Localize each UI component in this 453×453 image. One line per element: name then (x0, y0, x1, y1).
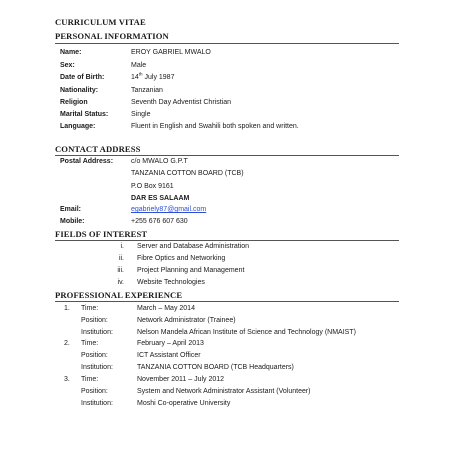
nationality-value: Tanzanian (131, 87, 163, 94)
interest-number: iv. (117, 279, 124, 286)
document-title: CURRICULUM VITAE (55, 17, 146, 27)
contact-address-heading: CONTACT ADDRESS (55, 144, 141, 154)
experience-number: 1. (64, 305, 70, 312)
religion-value: Seventh Day Adventist Christian (131, 99, 231, 106)
experience-number: 3. (64, 376, 70, 383)
postal-line: P.O Box 9161 (131, 183, 174, 190)
postal-line: c/o MWALO G.P.T (131, 158, 188, 165)
mobile-label: Mobile: (60, 218, 85, 225)
position-label: Position: (81, 317, 108, 324)
email-link[interactable]: egabriely87@gmail.com (131, 206, 207, 213)
institution-label: Institution: (81, 400, 113, 407)
experience-number: 2. (64, 340, 70, 347)
position-value: ICT Assistant Officer (137, 352, 201, 359)
institution-value: Nelson Mandela African Institute of Science and Technology (NMAIST) (137, 329, 356, 336)
institution-value: Moshi Co-operative University (137, 400, 231, 407)
postal-line: TANZANIA COTTON BOARD (TCB) (131, 170, 244, 177)
marital-status-value: Single (131, 111, 151, 118)
time-value: March – May 2014 (137, 305, 195, 312)
professional-experience-heading: PROFESSIONAL EXPERIENCE (55, 290, 183, 300)
name-value: EROY GABRIEL MWALO (131, 49, 211, 56)
postal-line: DAR ES SALAAM (131, 195, 190, 202)
dob-rest: July 1987 (142, 74, 175, 81)
language-label: Language: (60, 123, 96, 130)
interest-item: Server and Database Administration (137, 243, 250, 250)
position-value: Network Administrator (Trainee) (137, 317, 236, 324)
marital-status-label: Marital Status: (60, 111, 109, 118)
time-label: Time: (81, 376, 99, 383)
time-value: November 2011 – July 2012 (137, 376, 225, 383)
dob-label: Date of Birth: (60, 74, 105, 81)
interest-number: ii. (118, 255, 124, 262)
time-label: Time: (81, 340, 99, 347)
position-label: Position: (81, 352, 108, 359)
interest-item: Project Planning and Management (137, 267, 245, 274)
time-value: February – April 2013 (137, 340, 204, 347)
institution-label: Institution: (81, 329, 113, 336)
institution-label: Institution: (81, 364, 113, 371)
name-label: Name: (60, 49, 82, 56)
position-value: System and Network Administrator Assistant (Volunteer) (137, 388, 311, 395)
sex-value: Male (131, 62, 147, 69)
language-value: Fluent in English and Swahili both spoken and written. (131, 123, 299, 130)
dob-day: 14 (131, 74, 139, 81)
dob-suffix: th (138, 71, 143, 77)
section-divider (55, 43, 399, 44)
time-label: Time: (81, 305, 99, 312)
mobile-value: +255 676 607 630 (131, 218, 188, 225)
religion-label: Religion (60, 99, 88, 106)
dob-value (131, 71, 175, 82)
postal-address-label: Postal Address: (60, 158, 114, 165)
interest-number: i. (120, 243, 124, 250)
interest-number: iii. (117, 267, 124, 274)
interest-item: Website Technologies (137, 279, 205, 286)
position-label: Position: (81, 388, 108, 395)
interest-item: Fibre Optics and Networking (137, 255, 226, 262)
institution-value: TANZANIA COTTON BOARD (TCB Headquarters) (137, 364, 294, 371)
section-divider (55, 155, 399, 156)
nationality-label: Nationality: (60, 87, 99, 94)
section-divider (55, 240, 399, 241)
section-divider (55, 301, 399, 302)
email-label: Email: (60, 206, 82, 213)
fields-of-interest-heading: FIELDS OF INTEREST (55, 229, 148, 239)
personal-information-heading: PERSONAL INFORMATION (55, 31, 169, 41)
sex-label: Sex: (60, 62, 75, 69)
